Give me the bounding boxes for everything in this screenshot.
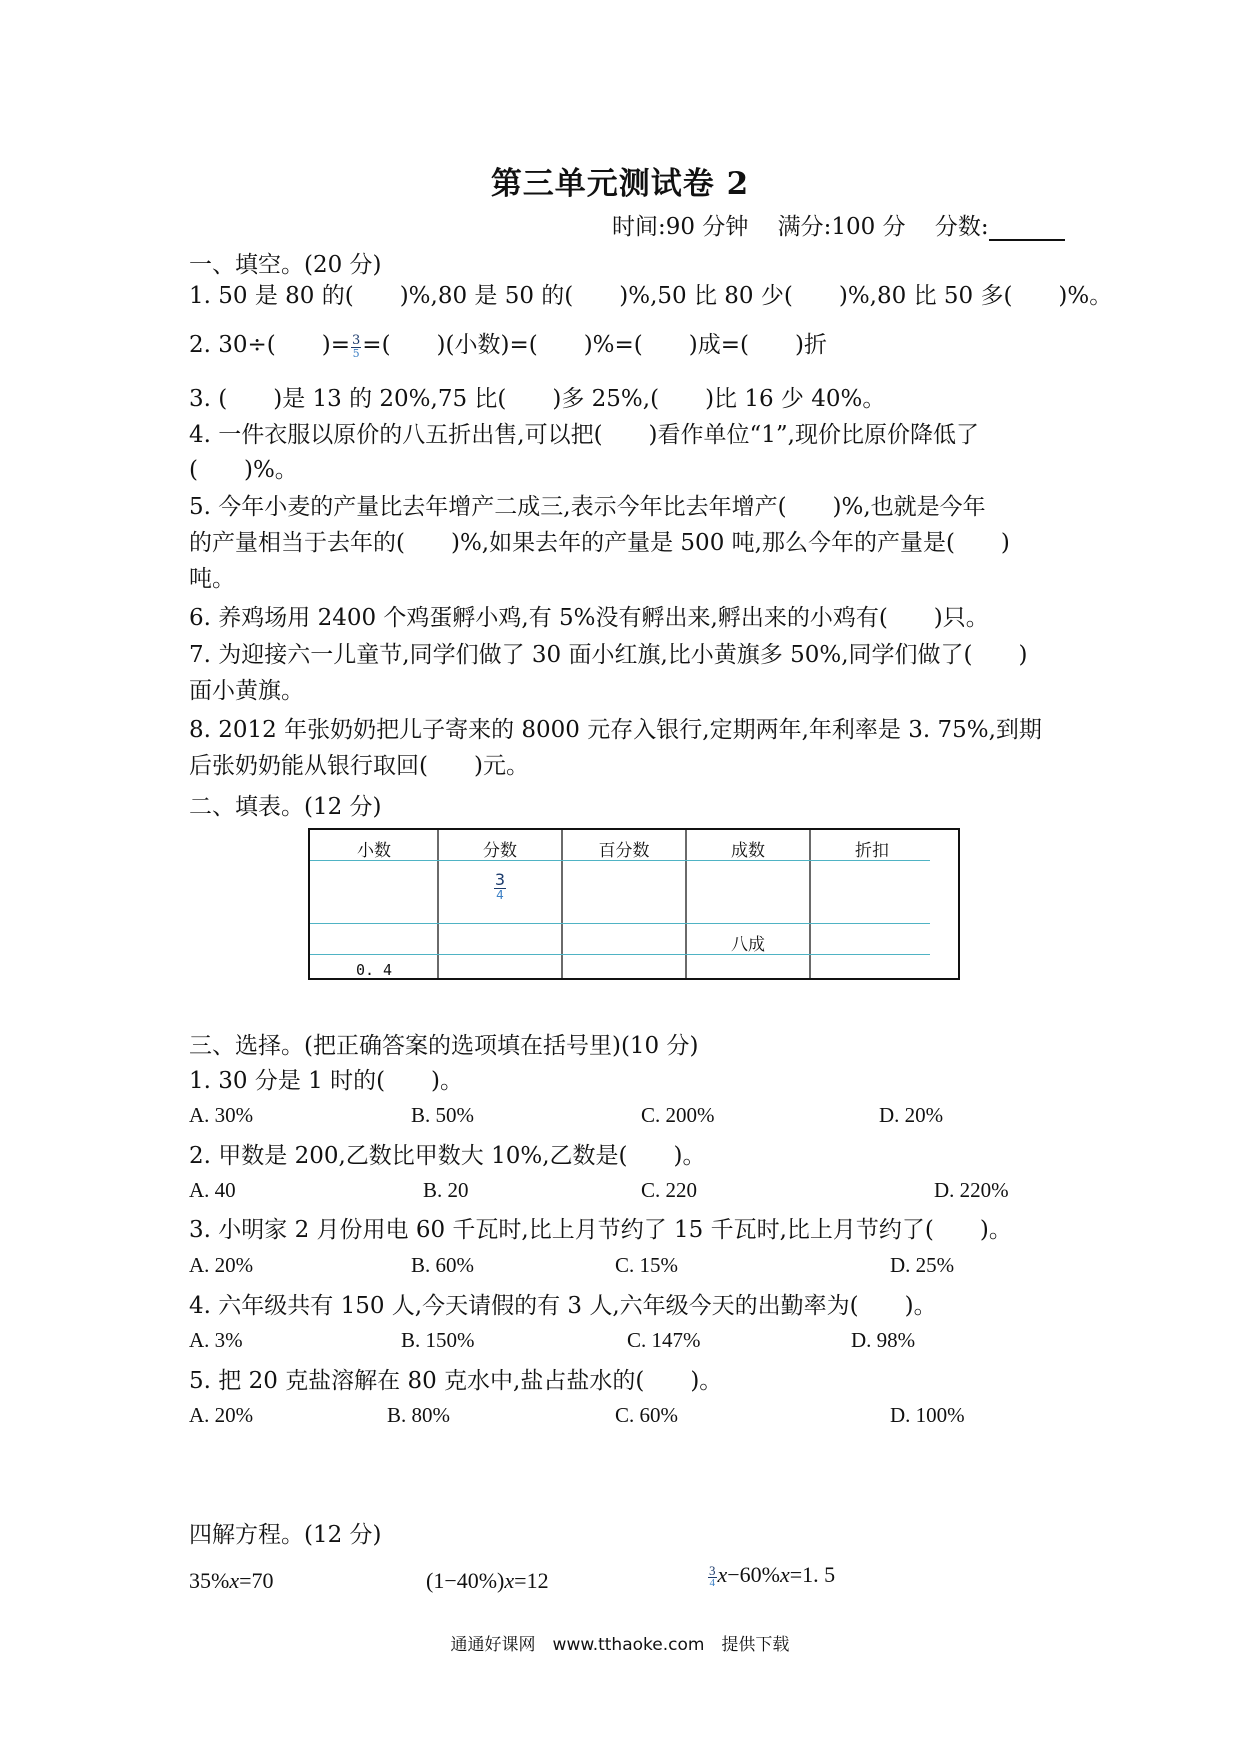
choice-option[interactable]: D. 100% bbox=[890, 1403, 965, 1427]
section1-heading: 一、填空。(20 分) bbox=[189, 252, 382, 278]
choice-option[interactable]: C. 200% bbox=[641, 1103, 715, 1127]
fraction bbox=[708, 1564, 717, 1589]
eq2-pre: (1−40%) bbox=[426, 1568, 505, 1593]
fill-table bbox=[308, 828, 960, 980]
question-1-5c: 吨。 bbox=[189, 566, 235, 592]
eq1-post: =70 bbox=[239, 1568, 274, 1593]
choice-option[interactable]: B. 150% bbox=[401, 1328, 475, 1352]
row-divider bbox=[310, 954, 930, 955]
table-header: 分数 bbox=[483, 841, 517, 861]
eq1-pre: 35% bbox=[189, 1568, 230, 1593]
question-1-4a: 4. 一件衣服以原价的八五折出售,可以把( )看作单位“1”,现价比原价降低了 bbox=[189, 422, 979, 448]
row-divider bbox=[310, 923, 930, 924]
q2-part-a: 2. 30÷( )= bbox=[189, 332, 351, 358]
equation-1 bbox=[189, 1568, 274, 1594]
choice-option[interactable]: B. 20 bbox=[423, 1178, 469, 1202]
choice-option[interactable]: B. 60% bbox=[411, 1253, 474, 1277]
table-cell-chengshu: 八成 bbox=[731, 935, 765, 955]
fraction bbox=[494, 872, 506, 901]
choice-question: 4. 六年级共有 150 人,今天请假的有 3 人,六年级今天的出勤率为( )。 bbox=[189, 1293, 937, 1319]
section4-heading: 四解方程。(12 分) bbox=[189, 1522, 382, 1548]
fraction bbox=[351, 334, 361, 359]
question-1-5a: 5. 今年小麦的产量比去年增产二成三,表示今年比去年增产( )%,也就是今年 bbox=[189, 494, 986, 520]
exam-meta bbox=[612, 208, 1087, 241]
table-header: 小数 bbox=[357, 841, 391, 861]
choice-question: 5. 把 20 克盐溶解在 80 克水中,盐占盐水的( )。 bbox=[189, 1368, 723, 1394]
page-title: 第三单元测试卷 2 bbox=[490, 166, 750, 202]
footer-credit: 通通好课网 www.tthaoke.com 提供下载 bbox=[450, 1635, 790, 1655]
choice-option[interactable]: C. 147% bbox=[627, 1328, 701, 1352]
choice-option[interactable]: C. 220 bbox=[641, 1178, 698, 1202]
fraction-denominator: 5 bbox=[352, 346, 360, 360]
table-cell-decimal: 0. 4 bbox=[355, 961, 393, 979]
eq2-post: =12 bbox=[514, 1568, 549, 1593]
choice-option[interactable]: B. 50% bbox=[411, 1103, 474, 1127]
choice-option[interactable]: A. 30% bbox=[189, 1103, 254, 1127]
fraction-numerator: 3 bbox=[494, 870, 506, 889]
section2-heading: 二、填表。(12 分) bbox=[189, 794, 382, 820]
choice-option[interactable]: D. 20% bbox=[879, 1103, 944, 1127]
choice-question: 1. 30 分是 1 时的( )。 bbox=[189, 1068, 464, 1094]
choice-option[interactable]: D. 98% bbox=[851, 1328, 916, 1352]
fraction-denominator: 4 bbox=[496, 888, 504, 902]
choice-question: 3. 小明家 2 月份用电 60 千瓦时,比上月节约了 15 千瓦时,比上月节约了( )。 bbox=[189, 1217, 1012, 1243]
question-1-8a: 8. 2012 年张奶奶把儿子寄来的 8000 元存入银行,定期两年,年利率是 3. 75%,到期 bbox=[189, 717, 1042, 743]
choice-option[interactable]: A. 20% bbox=[189, 1403, 254, 1427]
question-1-7a: 7. 为迎接六一儿童节,同学们做了 30 面小红旗,比小黄旗多 50%,同学们做了( ) bbox=[189, 642, 1028, 668]
choice-option[interactable]: A. 40 bbox=[189, 1178, 236, 1202]
question-1-7b: 面小黄旗。 bbox=[189, 678, 304, 704]
equation-3 bbox=[707, 1562, 835, 1589]
choice-question: 2. 甲数是 200,乙数比甲数大 10%,乙数是( )。 bbox=[189, 1143, 706, 1169]
choice-option[interactable]: D. 220% bbox=[934, 1178, 1009, 1202]
question-1-8b: 后张奶奶能从银行取回( )元。 bbox=[189, 753, 529, 779]
table-header: 成数 bbox=[731, 841, 765, 861]
equation-2 bbox=[426, 1568, 549, 1594]
choice-option[interactable]: D. 25% bbox=[890, 1253, 955, 1277]
eq3-var1: x bbox=[717, 1562, 728, 1587]
eq1-var: x bbox=[229, 1568, 240, 1593]
time-limit: 时间:90 分钟 bbox=[612, 214, 749, 240]
fraction-denominator: 4 bbox=[709, 1577, 715, 1590]
eq3-mid: −60% bbox=[727, 1562, 780, 1587]
eq3-var2: x bbox=[780, 1562, 790, 1587]
question-1-4b: ( )%。 bbox=[189, 457, 298, 483]
question-1-1: 1. 50 是 80 的( )%,80 是 50 的( )%,50 比 80 少( )%,80 比 50 多( )%。 bbox=[189, 283, 1113, 309]
eq3-post: =1. 5 bbox=[789, 1562, 836, 1587]
full-score: 满分:100 分 bbox=[777, 214, 906, 240]
choice-option[interactable]: B. 80% bbox=[387, 1403, 450, 1427]
table-cell-fraction bbox=[438, 872, 562, 901]
choice-option[interactable]: C. 60% bbox=[615, 1403, 678, 1427]
table-header: 折扣 bbox=[855, 841, 889, 861]
question-1-3: 3. ( )是 13 的 20%,75 比( )多 25%,( )比 16 少 40%。 bbox=[189, 386, 886, 412]
fraction-numerator: 3 bbox=[709, 1563, 716, 1579]
score-blank[interactable] bbox=[989, 217, 1065, 241]
question-1-5b: 的产量相当于去年的( )%,如果去年的产量是 500 吨,那么今年的产量是( ) bbox=[189, 530, 1010, 556]
eq2-var: x bbox=[504, 1568, 515, 1593]
score-label: 分数: bbox=[934, 214, 989, 240]
choice-option[interactable]: A. 3% bbox=[189, 1328, 243, 1352]
question-1-2 bbox=[189, 328, 827, 362]
choice-option[interactable]: A. 20% bbox=[189, 1253, 254, 1277]
q2-part-b: =( )(小数)=( )%=( )成=( )折 bbox=[362, 332, 827, 358]
section3-heading: 三、选择。(把正确答案的选项填在括号里)(10 分) bbox=[189, 1033, 699, 1059]
question-1-6: 6. 养鸡场用 2400 个鸡蛋孵小鸡,有 5%没有孵出来,孵出来的小鸡有( )只。 bbox=[189, 605, 989, 631]
fraction-numerator: 3 bbox=[352, 332, 361, 348]
choice-option[interactable]: C. 15% bbox=[615, 1253, 678, 1277]
table-header: 百分数 bbox=[598, 841, 650, 861]
